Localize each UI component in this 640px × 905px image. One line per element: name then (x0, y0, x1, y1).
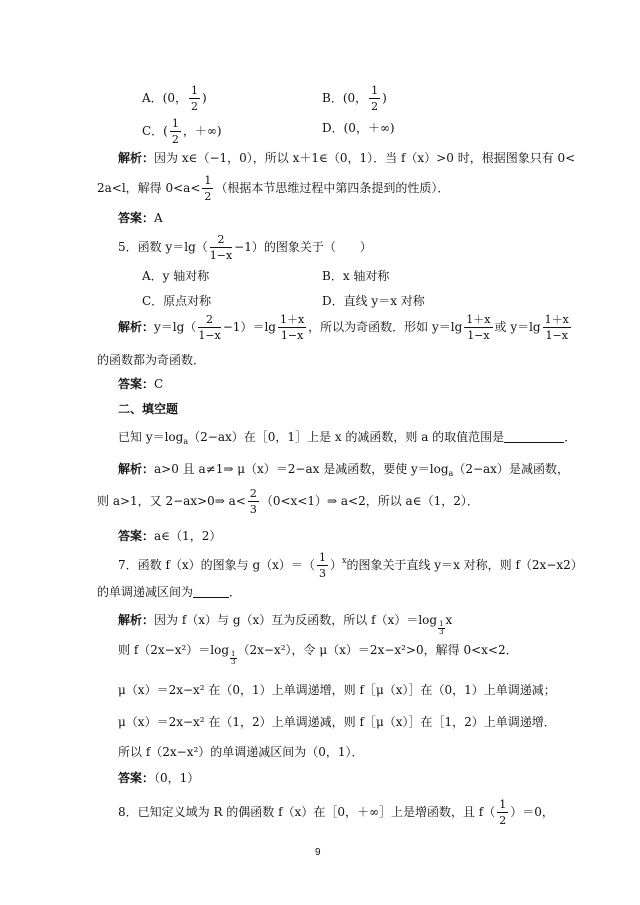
q8-stem-part-1: 8．已知定义域为 R 的偶函数 f（x）在［0，＋∞］上是增函数，且 f（ (118, 805, 496, 819)
q6-analysis-part-2: （2−ax）是减函数， (453, 462, 569, 476)
q5-option-c: C．原点对称 (142, 294, 212, 308)
fraction-denominator: 1−x (280, 329, 304, 342)
q7-analysis-line-4: μ（x）＝2x−x² 在（1，2）上单调递减，则 f［μ（x）］在［1，2）上单调递增． (118, 715, 556, 729)
fraction-denominator: 3 (439, 628, 444, 636)
q6-stem-log-base: a (183, 437, 189, 446)
q7-analysis-part-2: x (445, 613, 453, 627)
q6-analysis-line-1 (118, 463, 569, 478)
q8-stem-part-2: ）＝0， (510, 805, 554, 819)
fraction-numerator: 2 (198, 314, 220, 328)
fraction-denominator: 1−x (209, 249, 233, 262)
fraction-numerator: 1 (371, 84, 379, 97)
q6-stem-part-1: 已知 y＝log (118, 430, 184, 444)
q4-option-b-fraction (369, 85, 380, 112)
q7-stem-line-1 (118, 552, 583, 579)
q5-stem-prefix: 5．函数 y＝lg（ (118, 240, 208, 254)
analysis-label: 解析： (118, 151, 155, 165)
q5-stem-fraction (210, 234, 232, 261)
fraction-numerator: 1 (190, 84, 198, 97)
section-title-fill-in: 二、填空题 (118, 402, 179, 416)
q5-analysis-line-1 (118, 314, 573, 341)
q7-analysis-line-1 (118, 614, 452, 636)
q5-option-a: A．y 轴对称 (142, 269, 210, 283)
q5-stem-suffix: −1）的图象关于（ ） (234, 240, 372, 254)
q4-option-a-prefix: A．(0， (142, 91, 187, 105)
analysis-label: 解析： (118, 320, 155, 334)
q6-answer (118, 530, 221, 542)
q7-answer-value: （0，1） (154, 771, 200, 785)
q4-analysis-text-2a: 2a<l，解得 0<a< (97, 181, 201, 195)
q7-analysis-line-5: 所以 f（2x−x²）的单调递减区间为（0，1）． (118, 745, 364, 759)
fraction-numerator: 1＋x (279, 313, 305, 326)
q4-analysis-text-1: 因为 x∈（−1，0），所以 x＋1∈（0，1）．当 f（x）>0 时，根据图象只有 0< (154, 151, 576, 165)
q4-analysis-line-1 (118, 152, 575, 164)
q7-answer-blank (193, 586, 229, 598)
q7-stem-fraction (317, 552, 328, 579)
q6-analysis-log-base: a (448, 469, 454, 478)
q4-option-c-fraction (170, 118, 181, 145)
q7-stem-line-2 (97, 586, 241, 598)
q6-analysis-fraction (248, 488, 259, 515)
q6-analysis-part-1: a>0 且 a≠1⇒ μ（x）＝2−ax 是减函数，要使 y＝log (154, 462, 449, 476)
q5-analysis-fraction-2 (278, 314, 306, 341)
q4-answer (118, 212, 163, 224)
fraction-denominator: 2 (171, 133, 179, 146)
q6-answer-value: a∈（1，2） (154, 529, 222, 543)
q7-stem-part-3: 的图象关于直线 y＝x 对称，则 f（2x−x2） (346, 558, 583, 572)
fraction-denominator: 2 (204, 190, 212, 203)
q5-option-b: B．x 轴对称 (322, 269, 390, 283)
page-number: 9 (315, 847, 321, 858)
q4-option-c-suffix: ，＋∞) (182, 124, 222, 138)
q7-stem-exponent: x (341, 556, 347, 565)
q5-analysis-fraction-4 (543, 314, 571, 341)
fraction-numerator: 1 (204, 174, 212, 187)
q7-analysis-line-2 (118, 644, 518, 666)
q8-stem-fraction (497, 799, 508, 826)
fraction-denominator: 2 (371, 100, 379, 113)
q5-analysis-line-2: 的函数都为奇函数． (97, 353, 206, 367)
q5-analysis-part-1: y＝lg（ (154, 320, 197, 334)
q8-stem (118, 799, 554, 826)
q6-stem-part-2: （2−ax）在［0，1］上是 x 的减函数，则 a 的取值范围是 (188, 430, 505, 444)
q5-stem (118, 234, 372, 261)
q4-option-b-suffix: ) (382, 91, 387, 105)
q6-answer-blank (504, 431, 564, 443)
q7-stem-part-4: 的单调递减区间为 (97, 585, 194, 599)
q4-option-a (142, 85, 207, 112)
fraction-numerator: 1 (171, 117, 179, 130)
q5-answer-value: C (154, 377, 164, 391)
q5-analysis-fraction-3 (464, 314, 492, 341)
fraction-denominator: 1−x (467, 329, 490, 342)
q4-option-d: D．(0，＋∞) (322, 121, 395, 135)
q7-analysis-log-base-2 (230, 651, 236, 666)
fraction-numerator: 1 (439, 620, 444, 628)
q6-stem (118, 431, 576, 446)
answer-label: 答案： (118, 377, 155, 391)
answer-label: 答案： (118, 771, 155, 785)
q7-stem-end: ． (229, 585, 242, 599)
fraction-denominator: 1−x (198, 329, 221, 342)
q5-analysis-part-4: 或 y＝lg (494, 320, 541, 334)
q5-option-d: D．直线 y＝x 对称 (322, 294, 425, 308)
q7-stem-part-1: 7．函数 f（x）的图象与 g（x）＝（ (118, 558, 315, 572)
q4-option-c-prefix: C．( (142, 124, 168, 138)
fraction-numerator: 1 (318, 551, 326, 564)
q7-analysis-part-4: （2x−x²），令 μ（x）＝2x−x²>0，解得 0<x<2． (237, 643, 518, 657)
q6-analysis-part-3: 则 a>1，又 2−ax>0⇒ a< (97, 494, 246, 508)
q4-analysis-line-2 (97, 175, 449, 202)
q5-analysis-part-3: ，所以为奇函数．形如 y＝lg (308, 320, 463, 334)
analysis-label: 解析： (118, 462, 155, 476)
q6-stem-end: ． (564, 430, 577, 444)
q6-analysis-part-4: （0<x<1）⇒ a<2，所以 a∈（1，2）． (260, 494, 479, 508)
fraction-numerator: 1＋x (544, 313, 569, 326)
q4-answer-value: A (154, 211, 163, 225)
fraction-numerator: 2 (249, 487, 257, 500)
q7-answer (118, 772, 199, 784)
q7-analysis-line-3: μ（x）＝2x−x² 在（0，1）上单调递增，则 f［μ（x）］在（0，1）上单调递减； (118, 683, 556, 697)
q4-option-a-fraction (189, 85, 200, 112)
q5-answer (118, 378, 163, 390)
fraction-denominator: 3 (318, 567, 326, 580)
fraction-denominator: 3 (249, 503, 257, 516)
q4-analysis-fraction (202, 175, 213, 202)
q5-analysis-fraction-1 (198, 314, 220, 341)
q7-stem-part-2: ） (329, 558, 342, 572)
fraction-denominator: 2 (499, 814, 507, 827)
answer-label: 答案： (118, 529, 155, 543)
q4-option-c (142, 118, 222, 145)
q4-option-b-prefix: B．(0， (322, 91, 368, 105)
fraction-numerator: 2 (210, 234, 232, 248)
q4-option-b (322, 85, 387, 112)
answer-label: 答案： (118, 211, 155, 225)
fraction-denominator: 1−x (545, 329, 568, 342)
q6-analysis-line-2 (97, 488, 479, 515)
fraction-numerator: 1 (231, 650, 236, 658)
fraction-numerator: 1 (499, 798, 507, 811)
q4-analysis-text-2b: （根据本节思维过程中第四条提到的性质）． (215, 181, 450, 195)
q7-analysis-part-1: 因为 f（x）与 g（x）互为反函数，所以 f（x）＝log (154, 613, 438, 627)
q5-analysis-part-2: −1）＝lg (222, 320, 276, 334)
fraction-numerator: 1＋x (466, 313, 491, 326)
fraction-denominator: 3 (231, 658, 236, 666)
q7-analysis-log-base-1 (438, 621, 444, 636)
fraction-denominator: 2 (190, 100, 198, 113)
q4-option-a-suffix: ) (201, 91, 207, 105)
analysis-label: 解析： (118, 613, 155, 627)
q7-analysis-part-3: 则 f（2x−x²）＝log (118, 643, 230, 657)
